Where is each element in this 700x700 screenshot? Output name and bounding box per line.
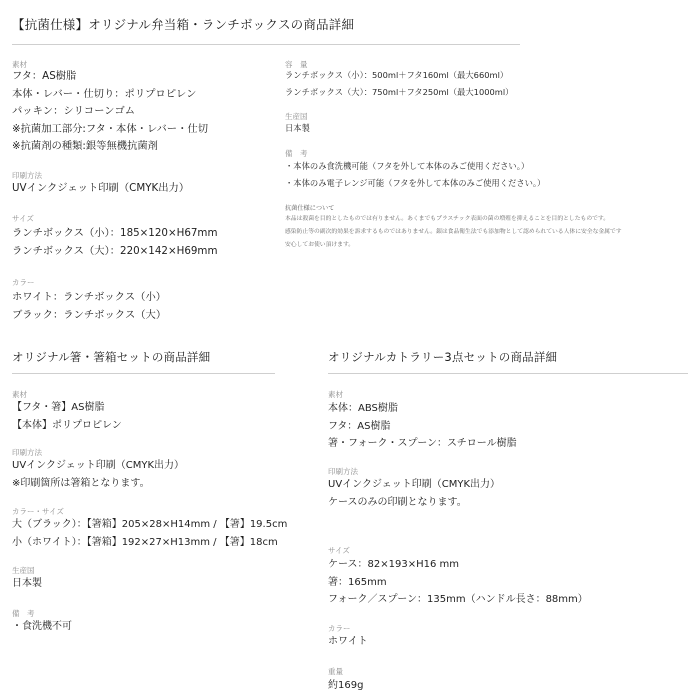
chopsticks-title: オリジナル箸・箸箱セットの商品詳細 [12, 350, 211, 364]
spec-line: ケースのみの印刷となります。 [328, 496, 467, 508]
spec-line: フタ：AS樹脂 [328, 420, 391, 432]
spec-line: 本体：ABS樹脂 [328, 403, 398, 414]
cutlery-weight-label: 重量 [328, 667, 343, 676]
spec-line: ブラック：ランチボックス（大） [12, 308, 167, 321]
lunchbox-antibacterial-label: 抗菌仕様について [285, 205, 335, 212]
cutlery-material-label: 素材 [328, 390, 343, 399]
spec-line: ・本体のみ電子レンジ可能（フタを外して本体のみご使用ください。） [285, 177, 546, 188]
spec-line: ランチボックス（大）：220×142×H69mm [12, 244, 218, 257]
spec-line: ホワイト：ランチボックス（小） [12, 291, 167, 303]
cutlery-print-values [328, 476, 500, 511]
spec-line: 箸：165mm [328, 576, 387, 588]
chopsticks-material-values [12, 399, 122, 434]
spec-line: ランチボックス（小）：185×120×H67mm [12, 227, 218, 239]
spec-line: ・本体のみ食洗機可能（フタを外して本体のみご使用ください。） [285, 161, 530, 171]
spec-line: パッキン：シリコーンゴム [12, 105, 136, 117]
spec-line: 日本製 [12, 578, 42, 589]
spec-line: フタ：AS樹脂 [12, 70, 77, 82]
spec-line: ・食洗機不可 [12, 621, 72, 632]
lunchbox-capacity-values [285, 67, 513, 100]
spec-line: 本体・レバー・仕切り：ポリプロピレン [12, 87, 197, 100]
chopsticks-remarks-label: 備 考 [12, 609, 35, 618]
chopsticks-colorsize-label: カラー・サイズ [12, 507, 64, 516]
note-line: 感染防止等の副次的効果を訴求するものではありません。銀は食品衛生法でも添加物として認められている人体に安全な金属です [285, 229, 622, 235]
lunchbox-capacity-label: 容 量 [285, 60, 308, 69]
lunchbox-divider [12, 44, 520, 45]
lunchbox-size-values [12, 225, 217, 260]
spec-line: ※抗菌加工部分:フタ・本体・レバー・仕切 [12, 122, 208, 135]
note-line: 安心してお使い頂けます。 [285, 242, 355, 248]
chopsticks-remarks-values [12, 618, 72, 636]
spec-line: UVインクジェット印刷（CMYK出力） [328, 479, 501, 490]
spec-line: UVインクジェット印刷（CMYK出力） [12, 182, 190, 194]
spec-line: ランチボックス（大）：750ml＋フタ250ml（最大1000ml） [285, 86, 514, 97]
cutlery-weight-values [328, 677, 363, 695]
spec-line: 箸・フォーク・スプーン：スチロール樹脂 [328, 438, 517, 449]
spec-line: ※印刷箇所は箸箱となります。 [12, 477, 150, 489]
spec-line: ケース：82×193×H16 mm [328, 559, 459, 570]
cutlery-title: オリジナルカトラリー3点セットの商品詳細 [328, 350, 558, 364]
chopsticks-print-values [12, 457, 184, 492]
lunchbox-origin-values [285, 120, 310, 137]
spec-line: ランチボックス（小）：500ml＋フタ160ml（最大660ml） [285, 70, 509, 80]
lunchbox-origin-label: 生産国 [285, 112, 308, 121]
spec-line: 小（ホワイト）：【箸箱】192×27×H13mm / 【箸】18cm [12, 536, 278, 548]
chopsticks-origin-label: 生産国 [12, 566, 35, 575]
cutlery-size-label: サイズ [328, 546, 350, 555]
spec-line: ※抗菌剤の種類:銀等無機抗菌剤 [12, 140, 158, 152]
lunchbox-title: 【抗菌仕様】オリジナル弁当箱・ランチボックスの商品詳細 [12, 17, 355, 32]
chopsticks-colorsize-values [12, 516, 287, 551]
spec-line: 約169g [328, 680, 364, 691]
spec-line: フォーク／スプーン：135mm（ハンドル長さ：88mm） [328, 594, 588, 605]
lunchbox-print-values [12, 180, 189, 198]
lunchbox-antibacterial-values [285, 213, 622, 252]
cutlery-material-values [328, 400, 517, 453]
spec-line: 大（ブラック）：【箸箱】205×28×H14mm / 【箸】19.5cm [12, 519, 288, 530]
note-line: 本品は殺菌を目的としたものでは有りません。あくまでもプラスチック表面の菌の増殖を抑えることを目的としたものです。 [285, 216, 610, 222]
lunchbox-color-label: カラー [12, 278, 35, 287]
spec-line: UVインクジェット印刷（CMYK出力） [12, 460, 185, 471]
lunchbox-remarks-label: 備 考 [285, 149, 308, 158]
lunchbox-size-label: サイズ [12, 214, 34, 223]
chopsticks-origin-values [12, 575, 42, 593]
chopsticks-print-label: 印刷方法 [12, 448, 42, 457]
cutlery-divider [328, 373, 688, 374]
spec-line: 【本体】ポリプロピレン [12, 419, 122, 431]
chopsticks-divider [12, 373, 275, 374]
lunchbox-print-label: 印刷方法 [12, 171, 42, 180]
spec-line: 【フタ・箸】AS樹脂 [12, 402, 105, 413]
spec-line: 日本製 [285, 123, 310, 133]
cutlery-size-values [328, 556, 588, 609]
chopsticks-material-label: 素材 [12, 390, 27, 399]
lunchbox-material-label: 素材 [12, 60, 27, 69]
spec-line: ホワイト [328, 636, 368, 647]
lunchbox-color-values [12, 289, 166, 324]
lunchbox-remarks-values [285, 158, 545, 191]
cutlery-print-label: 印刷方法 [328, 467, 358, 476]
lunchbox-material-values [12, 68, 208, 156]
cutlery-color-label: カラー [328, 624, 351, 633]
cutlery-color-values [328, 633, 368, 651]
